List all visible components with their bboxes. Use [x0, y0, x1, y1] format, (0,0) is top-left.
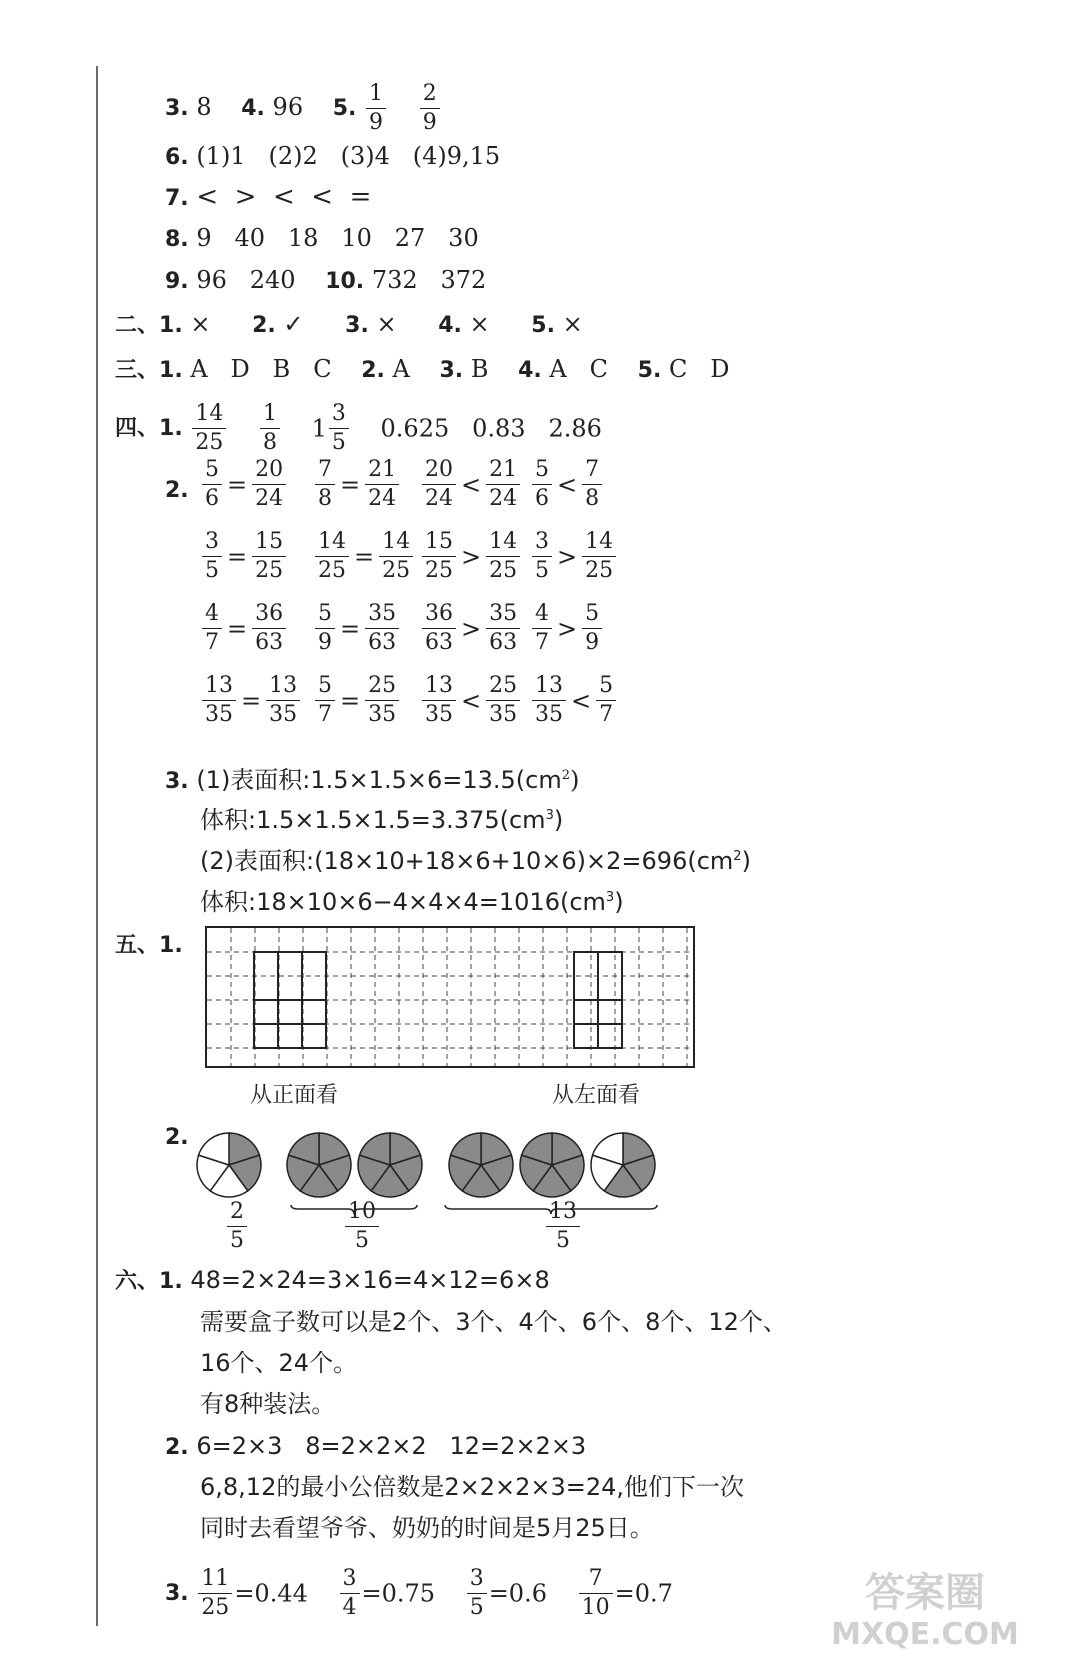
- answer-line-8: 8. 9 40 18 10 27 30: [165, 224, 479, 252]
- view-grid-drawing: [207, 928, 693, 1066]
- comparison-cell: $\frac{14}{25}$ = $\frac{14}{25}$: [313, 528, 415, 585]
- q3-line-3: (2)表面积$:(18\times 10+18\times 6+10\times 6)\times 2=696(cm^2)$: [200, 847, 751, 875]
- front-view-label: 从正面看: [250, 1083, 339, 1108]
- fraction: $\frac{2}{9}$: [420, 80, 440, 137]
- comparison-cell: $\frac{13}{35}$ < $\frac{5}{7}$: [530, 672, 618, 729]
- view-grid: [205, 926, 695, 1068]
- comparison-cell: $\frac{7}{8}$ = $\frac{21}{24}$: [313, 456, 401, 513]
- section-4-line-1: 四、1. $\frac{14}{25}$ $\frac{1}{8}$ 1 $\frac{3}{5}$ 0.625 0.83 2.86: [115, 401, 602, 455]
- q-num: 5.: [332, 96, 357, 121]
- comparison-cell: $\frac{13}{35}$ = $\frac{13}{35}$: [200, 672, 302, 729]
- comparison-cell: $\frac{20}{24}$ < $\frac{21}{24}$: [420, 456, 522, 513]
- comparison-cell: $\frac{36}{63}$ > $\frac{35}{63}$: [420, 600, 522, 657]
- answer: 8: [196, 93, 212, 121]
- q3-line-4: 体积$:18\times 10\times 6-4\times 4\times 4=1016(cm^3)$: [200, 888, 624, 916]
- q2-label: 2.: [165, 478, 189, 503]
- comparison-cell: $\frac{3}{5}$ > $\frac{14}{25}$: [530, 528, 618, 585]
- comparison-cell: $\frac{5}{6}$ < $\frac{7}{8}$: [530, 456, 604, 513]
- comparison-cell: $\frac{5}{7}$ = $\frac{25}{35}$: [313, 672, 401, 729]
- comparison-cell: $\frac{4}{7}$ > $\frac{5}{9}$: [530, 600, 604, 657]
- section-5-label: 五、1.: [115, 933, 183, 958]
- section-6-line-6: 6,8,12的最小公倍数是2×2×2×3=24,他们下一次: [200, 1473, 745, 1501]
- section-6-line-7: 同时去看望爷爷、奶奶的时间是5月25日。: [200, 1514, 654, 1542]
- site-watermark: [800, 1564, 1050, 1654]
- fraction-pie: [287, 1133, 351, 1197]
- section-6-line-1: 六、1. 48=2×24=3×16=4×12=6×8: [115, 1266, 550, 1294]
- fraction-pie: [520, 1133, 584, 1197]
- left-view-label: 从左面看: [552, 1083, 641, 1108]
- fraction-pie: [591, 1133, 655, 1197]
- answer-line-7: 7. < > < < =: [165, 182, 372, 212]
- margin-rule: [96, 66, 98, 1626]
- fraction-pie: [449, 1133, 513, 1197]
- comparison-cell: $\frac{3}{5}$ = $\frac{15}{25}$: [200, 528, 288, 585]
- comparison-cell: $\frac{13}{35}$ < $\frac{25}{35}$: [420, 672, 522, 729]
- comparison-cell: $\frac{4}{7}$ = $\frac{36}{63}$: [200, 600, 288, 657]
- section-6-line-8: 3. $\frac{11}{25}$ =0.44 $\frac{3}{4}$ =0.75 $\frac{3}{5}$ =0.6 $\frac{7}{10}$ =0.7: [165, 1566, 673, 1620]
- comparison-cell: $\frac{5}{9}$ = $\frac{35}{63}$: [313, 600, 401, 657]
- section-6-line-2: 需要盒子数可以是2个、3个、4个、6个、8个、12个、: [200, 1308, 787, 1336]
- section-5-q2-label: 2.: [165, 1125, 189, 1150]
- q-num: 3.: [165, 96, 189, 121]
- pie-fraction-3: $\frac{13}{5}$: [544, 1198, 582, 1255]
- q-num: 4.: [241, 96, 265, 121]
- section-6-line-3: 16个、24个。: [200, 1349, 358, 1377]
- pie-fraction-2: $\frac{10}{5}$: [343, 1198, 381, 1255]
- comparison-cell: $\frac{15}{25}$ > $\frac{14}{25}$: [420, 528, 522, 585]
- fraction-pie: [197, 1133, 261, 1197]
- comparison-cell: $\frac{5}{6}$ = $\frac{20}{24}$: [200, 456, 288, 513]
- answer: 96: [272, 93, 304, 121]
- q3-line-2: 体积$:1.5\times 1.5\times 1.5=3.375(cm^3)$: [200, 806, 564, 834]
- fraction: $\frac{1}{9}$: [366, 80, 386, 137]
- answer-line-9-10: 9. 96 240 10. 732 372: [165, 266, 487, 294]
- q3-line-1: 3. (1)表面积$:1.5\times 1.5\times 6=13.5(cm^2)$: [165, 766, 580, 794]
- section-2-line: 二、1. × 2. ✓ 3. × 4. × 5. ×: [115, 310, 583, 338]
- pie-fraction-1: $\frac{2}{5}$: [225, 1198, 249, 1255]
- section-6-line-4: 有8种装法。: [200, 1390, 336, 1418]
- svg-text:MXQE.COM: MXQE.COM: [831, 1617, 1019, 1652]
- fraction-pie: [358, 1133, 422, 1197]
- section-6-line-5: 2. 6=2×3 8=2×2×2 12=2×2×3: [165, 1432, 587, 1460]
- answer-line-3-4-5: [165, 80, 442, 137]
- section-3-line: 三、1. A D B C 2. A 3. B 4. A C 5. C D: [115, 355, 730, 383]
- svg-text:答案圈: 答案圈: [865, 1570, 985, 1616]
- answer-line-6: 6. (1)1 (2)2 (3)4 (4)9,15: [165, 142, 501, 170]
